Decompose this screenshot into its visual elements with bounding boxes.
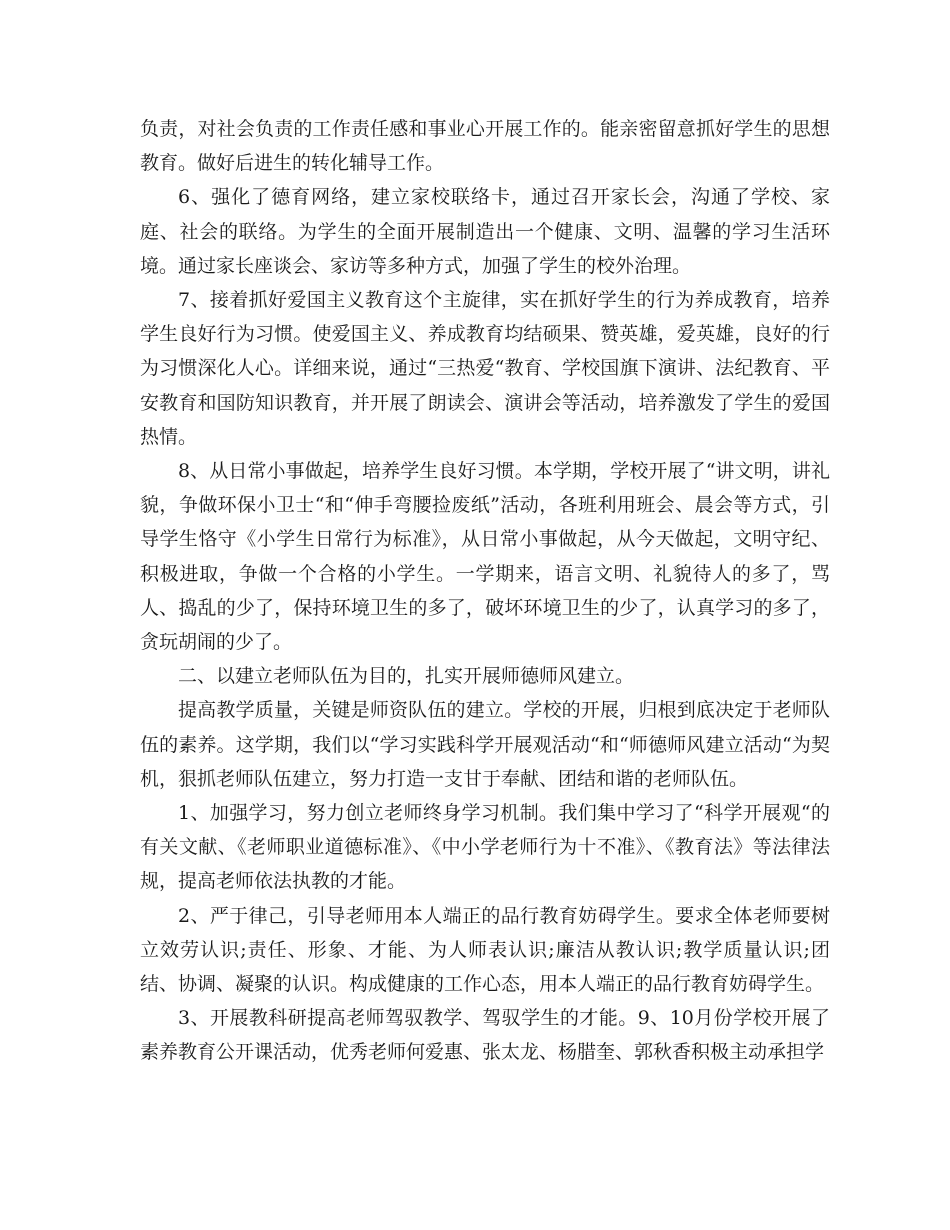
document-body [140, 112, 830, 1070]
paragraph-item-3: 3、开展教科研提高老师驾驭教学、驾驭学生的才能。9、10月份学校开展了素养教育公开课活动，优秀老师何爱惠、张太龙、杨腊奎、郭秋香积极主动承担学 [140, 1007, 830, 1064]
paragraph-item-7: 7、接着抓好爱国主义教育这个主旋律，实在抓好学生的行为养成教育，培养学生良好行为习惯。使爱国主义、养成教育均结硕果、赞英雄，爱英雄，良好的行为习惯深化人心。详细来说，通过“三热爱“教育、学校国旗下演讲、法纪教育、平安教育和国防知识教育，并开展了朗读会、演讲会等活动，培养激发了学生的爱国热情。 [140, 289, 830, 448]
paragraph-section-intro: 提高教学质量，关键是师资队伍的建立。学校的开展，归根到底决定于老师队伍的素养。这学期，我们以“学习实践科学开展观活动“和“师德师风建立活动“为契机，狠抓老师队伍建立，努力打造一支甘于奉献、团结和谐的老师队伍。 [140, 699, 830, 790]
paragraph-item-2: 2、严于律己，引导老师用本人端正的品行教育妨碍学生。要求全体老师要树立效劳认识;责任、形象、才能、为人师表认识;廉洁从教认识;教学质量认识;团结、协调、凝聚的认识。构成健康的工作心态，用本人端正的品行教育妨碍学生。 [140, 904, 830, 996]
section-heading-two: 二、以建立老师队伍为目的，扎实开展师德师风建立。 [178, 665, 635, 688]
paragraph-item-8: 8、从日常小事做起，培养学生良好习惯。本学期，学校开展了“讲文明，讲礼貌，争做环保小卫士“和“伸手弯腰捡废纸”活动，各班利用班会、晨会等方式，引导学生恪守《小学生日常行为标准》，从日常小事做起，从今天做起，文明守纪、积极进取，争做一个合格的小学生。一学期来，语言文明、礼貌待人的多了，骂人、捣乱的少了，保持环境卫生的多了，破坏环境卫生的少了，认真学习的多了，贪玩胡闹的少了。 [140, 460, 830, 654]
paragraph-item-1: 1、加强学习，努力创立老师终身学习机制。我们集中学习了“科学开展观“的有关文献、《老师职业道德标准》、《中小学老师行为十不准》、《教育法》等法律法规，提高老师依法执教的才能。 [140, 802, 830, 893]
paragraph-continuation: 负责，对社会负责的工作责任感和事业心开展工作的。能亲密留意抓好学生的思想教育。做好后进生的转化辅导工作。 [140, 118, 830, 175]
paragraph-item-6: 6、强化了德育网络，建立家校联络卡，通过召开家长会，沟通了学校、家庭、社会的联络。为学生的全面开展制造出一个健康、文明、温馨的学习生活环境。通过家长座谈会、家访等多种方式，加强了学生的校外治理。 [140, 186, 830, 277]
